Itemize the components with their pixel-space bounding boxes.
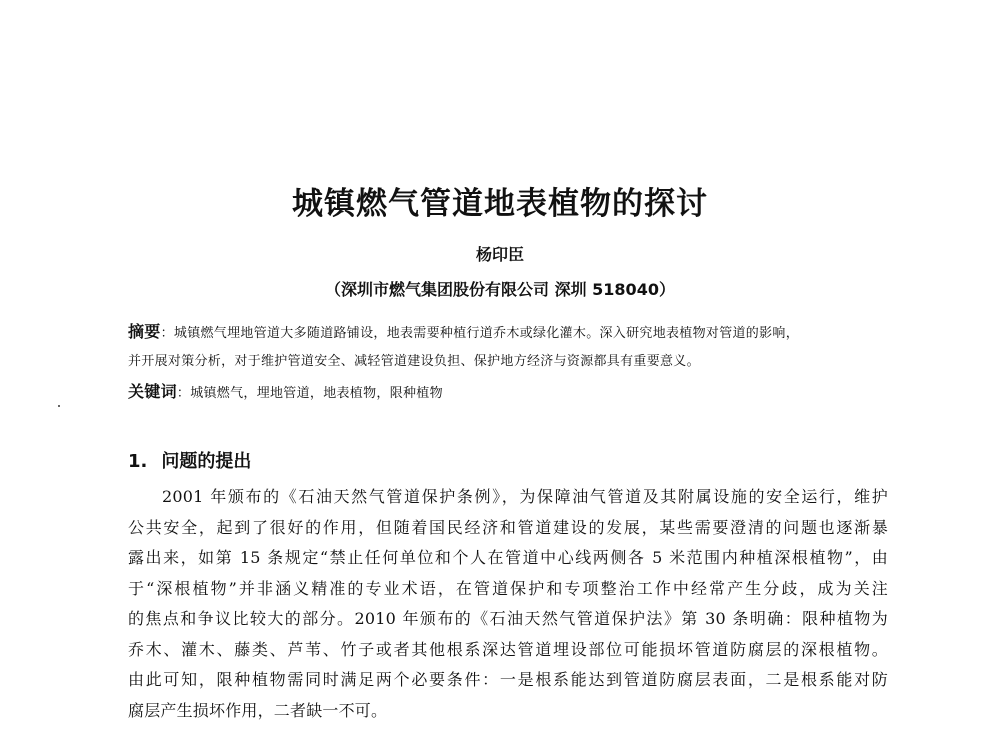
body-line: 乔木、灌木、藤类、芦苇、竹子或者其他根系深达管道埋设部位可能损坏管道防腐层的深根植物。 xyxy=(128,639,888,659)
section-heading xyxy=(128,447,251,473)
author-name: 杨印臣 xyxy=(475,245,524,264)
keywords-text: ：城镇燃气，埋地管道，地表植物，限种植物 xyxy=(176,386,443,401)
body-line: 2001 年颁布的《石油天然气管道保护条例》，为保障油气管道及其附属设施的安全运行，维护 xyxy=(162,487,888,506)
body-line: 公共安全，起到了很好的作用，但随着国民经济和管道建设的发展，某些需要澄清的问题也逐渐暴 xyxy=(128,517,888,537)
section-body xyxy=(128,482,888,726)
abstract-line-1 xyxy=(128,318,888,348)
body-line: 由此可知，限种植物需同时满足两个必要条件：一是根系能达到管道防腐层表面，二是根系能对防 xyxy=(128,670,888,689)
paper-title: 城镇燃气管道地表植物的探讨 xyxy=(292,186,708,222)
keywords-line xyxy=(128,380,888,406)
keywords-label: 关键词 xyxy=(128,382,177,401)
abstract xyxy=(128,318,888,376)
abstract-text-1: ：城镇燃气埋地管道大多随道路铺设，地表需要种植行道乔木或绿化灌木。深入研究地表植物对管道的影响， xyxy=(160,326,800,341)
scan-speck xyxy=(58,405,60,407)
author-affiliation: （深圳市燃气集团股份有限公司 深圳 518040） xyxy=(325,280,675,299)
section-title: 问题的提出 xyxy=(161,451,252,472)
abstract-label: 摘要 xyxy=(128,322,161,341)
keywords xyxy=(128,380,888,406)
abstract-line-2: 并开展对策分析，对于维护管道安全、减轻管道建设负担、保护地方经济与资源都具有重要意义。 xyxy=(128,354,700,369)
body-line: 于“深根植物”并非涵义精准的专业术语，在管道保护和专项整治工作中经常产生分歧，成为关注 xyxy=(128,578,888,598)
body-line: 的焦点和争议比较大的部分。2010 年颁布的《石油天然气管道保护法》第 30 条明确：限种植物为 xyxy=(128,609,888,628)
body-line: 腐层产生损坏作用，二者缺一不可。 xyxy=(128,700,388,720)
section-number: 1. xyxy=(128,451,148,472)
body-line: 露出来，如第 15 条规定“禁止任何单位和个人在管道中心线两侧各 5 米范围内种植深根植物”，由 xyxy=(128,548,888,567)
